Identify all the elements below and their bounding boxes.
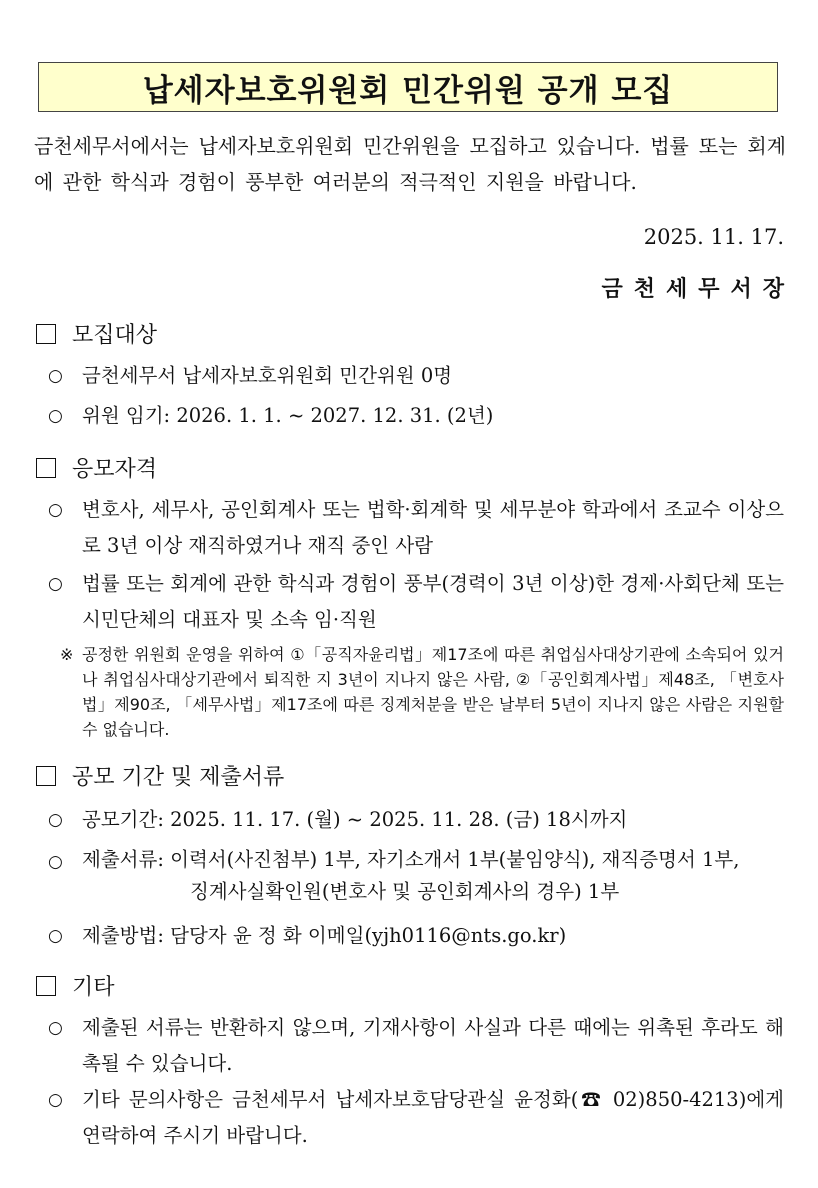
list-item bbox=[48, 566, 784, 638]
list-item-text: 제출서류: 이력서(사진첨부) 1부, 자기소개서 1부(붙임양식), 재직증명서 1부, bbox=[82, 848, 740, 871]
list-item bbox=[48, 918, 784, 954]
circle-bullet-icon: ○ bbox=[48, 1018, 63, 1038]
section-title-text: 응모자격 bbox=[72, 457, 158, 482]
section-title-misc bbox=[36, 970, 115, 1001]
circle-bullet-icon: ○ bbox=[48, 366, 63, 386]
checkbox-square-icon bbox=[36, 976, 56, 996]
circle-bullet-icon: ○ bbox=[48, 1090, 63, 1110]
checkbox-square-icon bbox=[36, 324, 56, 344]
list-item bbox=[48, 1082, 784, 1154]
note-text: 공정한 위원회 운영을 위하여 ①「공직자윤리법」제17조에 따른 취업심사대상기관에 소속되어 있거나 취업심사대상기관에서 퇴직한 지 3년이 지나지 않은 사람, ②「공인회계사법」제48조, 「변호사법」제90조, 「세무사법」제17조에 따른 징계처분을 받은 날부터 5년이 지나지 않은 사람은 지원할 수 없습니다. bbox=[82, 645, 784, 739]
circle-bullet-icon: ○ bbox=[48, 852, 63, 872]
circle-bullet-icon: ○ bbox=[48, 574, 63, 594]
section-title-text: 모집대상 bbox=[72, 323, 158, 348]
list-item-text-continued: 징계사실확인원(변호사 및 공인회계사의 경우) 1부 bbox=[190, 880, 620, 903]
list-item-text: 제출된 서류는 반환하지 않으며, 기재사항이 사실과 다른 때에는 위촉된 후라도 해촉될 수 있습니다. bbox=[82, 1016, 784, 1075]
list-item-text: 기타 문의사항은 금천세무서 납세자보호담당관실 윤정화(☎ 02)850-4213)에게 연락하여 주시기 바랍니다. bbox=[82, 1088, 784, 1147]
section-title-text: 공모 기간 및 제출서류 bbox=[72, 765, 285, 790]
section-title-period-documents bbox=[36, 760, 284, 791]
list-item bbox=[48, 358, 784, 394]
list-item bbox=[48, 1010, 784, 1082]
circle-bullet-icon: ○ bbox=[48, 500, 63, 520]
list-item-text: 법률 또는 회계에 관한 학식과 경험이 풍부(경력이 3년 이상)한 경제·사회단체 또는 시민단체의 대표자 및 소속 임·직원 bbox=[82, 572, 784, 631]
checkbox-square-icon bbox=[36, 458, 56, 478]
section-title-qualifications bbox=[36, 452, 157, 483]
list-item bbox=[48, 492, 784, 564]
circle-bullet-icon: ○ bbox=[48, 810, 63, 830]
circle-bullet-icon: ○ bbox=[48, 926, 63, 946]
section-title-text: 기타 bbox=[72, 975, 115, 1000]
checkbox-square-icon bbox=[36, 766, 56, 786]
issuer-name: 금천세무서장 bbox=[601, 276, 795, 302]
list-item-body bbox=[82, 844, 784, 908]
list-item-text: 공모기간: 2025. 11. 17. (월) ~ 2025. 11. 28. (금) 18시까지 bbox=[82, 808, 628, 831]
list-item-text: 변호사, 세무사, 공인회계사 또는 법학·회계학 및 세무분야 학과에서 조교수 이상으로 3년 이상 재직하였거나 재직 중인 사람 bbox=[82, 498, 784, 557]
qualification-note bbox=[60, 642, 784, 742]
list-item bbox=[48, 802, 784, 838]
list-item-text: 위원 임기: 2026. 1. 1. ~ 2027. 12. 31. (2년) bbox=[82, 404, 494, 427]
list-item-text: 금천세무서 납세자보호위원회 민간위원 0명 bbox=[82, 364, 453, 387]
section-title-recruitment-target bbox=[36, 318, 157, 349]
circle-bullet-icon: ○ bbox=[48, 406, 63, 426]
page-title: 납세자보호위원회 민간위원 공개 모집 bbox=[142, 72, 674, 109]
announcement-date: 2025. 11. 17. bbox=[643, 225, 784, 249]
list-item bbox=[48, 398, 784, 434]
note-mark: ※ bbox=[60, 645, 74, 664]
title-box bbox=[38, 62, 778, 112]
intro-paragraph: 금천세무서에서는 납세자보호위원회 민간위원을 모집하고 있습니다. 법률 또는 회계에 관한 학식과 경험이 풍부한 여러분의 적극적인 지원을 바랍니다. bbox=[34, 134, 786, 194]
list-item bbox=[48, 844, 784, 908]
list-item-text: 제출방법: 담당자 윤 정 화 이메일(yjh0116@nts.go.kr) bbox=[82, 924, 567, 947]
